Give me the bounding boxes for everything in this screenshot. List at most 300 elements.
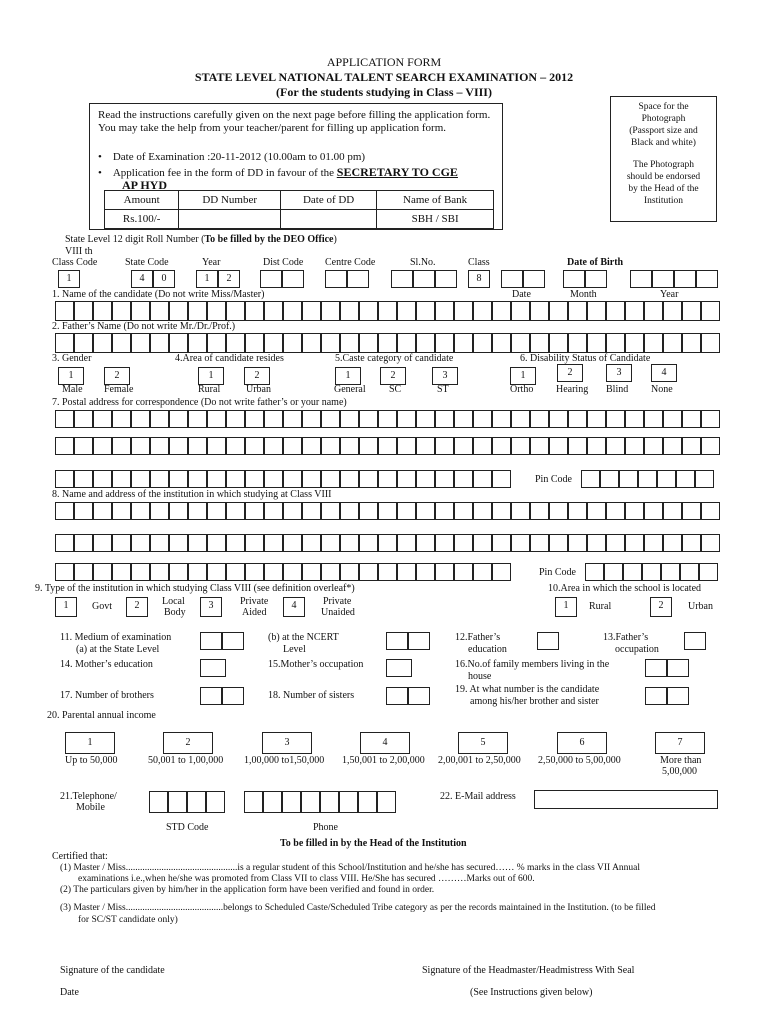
char-box[interactable] [74,534,93,552]
pin-code-boxes[interactable] [581,470,714,488]
char-box[interactable] [581,470,600,488]
char-box[interactable] [206,791,225,813]
income-option-box[interactable]: 5 [458,732,508,754]
char-box[interactable] [359,502,378,520]
char-box[interactable] [207,437,226,455]
char-box[interactable] [676,470,695,488]
char-box[interactable] [169,502,188,520]
char-box[interactable] [397,534,416,552]
char-box[interactable] [606,301,625,321]
char-box[interactable] [549,410,568,428]
q14-box[interactable] [200,659,226,677]
char-box[interactable] [416,470,435,488]
char-box[interactable] [492,301,511,321]
char-box[interactable] [169,470,188,488]
option-box[interactable]: 2 [244,367,270,385]
income-option-box[interactable]: 1 [65,732,115,754]
char-box[interactable] [150,437,169,455]
option-box[interactable]: 1 [58,367,84,385]
char-box[interactable] [244,791,263,813]
q9-option-box[interactable]: 1 [55,597,77,617]
char-box[interactable] [435,410,454,428]
q18-box[interactable] [408,687,430,705]
q15-box[interactable] [386,659,412,677]
option-box[interactable]: 3 [432,367,458,385]
char-box[interactable] [302,502,321,520]
char-box[interactable] [207,534,226,552]
char-box[interactable] [188,333,207,353]
char-box[interactable] [93,470,112,488]
char-box[interactable] [339,791,358,813]
char-box[interactable] [606,333,625,353]
char-box[interactable] [530,437,549,455]
char-box[interactable] [701,301,720,321]
char-box[interactable] [416,301,435,321]
char-box[interactable] [606,534,625,552]
char-box[interactable] [549,534,568,552]
char-box[interactable] [416,410,435,428]
char-box[interactable] [74,470,93,488]
char-box[interactable] [397,563,416,581]
char-box[interactable] [188,470,207,488]
option-box[interactable]: 2 [104,367,130,385]
char-box[interactable] [701,410,720,428]
char-box[interactable] [283,470,302,488]
char-box[interactable] [600,470,619,488]
roll-state-box[interactable]: 4 [131,270,153,288]
roll-slno-box[interactable] [413,270,435,288]
char-box[interactable] [207,301,226,321]
char-box[interactable] [699,563,718,581]
char-box[interactable] [359,333,378,353]
roll-slno-box[interactable] [435,270,457,288]
char-box[interactable] [340,410,359,428]
char-box[interactable] [511,301,530,321]
char-box[interactable] [397,410,416,428]
char-box[interactable] [657,470,676,488]
char-box[interactable] [150,410,169,428]
q9-option-box[interactable]: 4 [283,597,305,617]
char-box[interactable] [604,563,623,581]
char-box[interactable] [131,563,150,581]
char-box[interactable] [55,534,74,552]
char-box[interactable] [568,437,587,455]
char-box[interactable] [74,333,93,353]
fee-dd-date[interactable] [280,210,376,229]
char-box[interactable] [93,410,112,428]
char-box[interactable] [264,502,283,520]
char-box[interactable] [168,791,187,813]
char-box[interactable] [695,470,714,488]
char-box[interactable] [245,437,264,455]
char-box[interactable] [207,333,226,353]
char-box[interactable] [530,333,549,353]
q10-option-box[interactable]: 2 [650,597,672,617]
char-box[interactable] [112,437,131,455]
char-box[interactable] [226,301,245,321]
char-box[interactable] [454,410,473,428]
char-box[interactable] [131,333,150,353]
char-box[interactable] [473,470,492,488]
char-box[interactable] [207,410,226,428]
option-box[interactable]: 3 [606,364,632,382]
char-box[interactable] [321,563,340,581]
roll-year-box[interactable]: 2 [218,270,240,288]
char-box[interactable] [682,333,701,353]
char-box[interactable] [112,410,131,428]
char-box[interactable] [188,502,207,520]
char-box[interactable] [359,470,378,488]
char-box[interactable] [74,437,93,455]
char-box[interactable] [321,534,340,552]
char-box[interactable] [302,563,321,581]
char-box[interactable] [264,333,283,353]
char-box[interactable] [283,563,302,581]
char-box[interactable] [131,437,150,455]
char-box[interactable] [435,502,454,520]
char-box[interactable] [359,534,378,552]
roll-centre-box[interactable] [325,270,347,288]
char-box[interactable] [623,563,642,581]
char-box[interactable] [530,301,549,321]
char-box[interactable] [74,502,93,520]
q16-box[interactable] [645,659,667,677]
roll-class-box[interactable]: 1 [58,270,80,288]
char-box[interactable] [359,301,378,321]
char-box[interactable] [435,301,454,321]
char-box[interactable] [283,410,302,428]
option-box[interactable]: 2 [380,367,406,385]
char-box[interactable] [701,333,720,353]
char-box[interactable] [492,410,511,428]
char-box[interactable] [435,470,454,488]
char-box[interactable] [473,333,492,353]
char-box[interactable] [93,563,112,581]
char-box[interactable] [264,563,283,581]
roll-dist-box[interactable] [260,270,282,288]
char-box[interactable] [55,301,74,321]
char-box[interactable] [435,563,454,581]
char-box[interactable] [587,534,606,552]
char-box[interactable] [226,534,245,552]
char-box[interactable] [340,534,359,552]
char-box[interactable] [283,333,302,353]
q18-box[interactable] [386,687,408,705]
char-box[interactable] [283,502,302,520]
char-box[interactable] [587,502,606,520]
roll-dist-box[interactable] [282,270,304,288]
char-box[interactable] [93,333,112,353]
char-box[interactable] [321,333,340,353]
char-box[interactable] [377,791,396,813]
address-boxes[interactable] [55,410,720,428]
char-box[interactable] [321,301,340,321]
char-box[interactable] [169,437,188,455]
char-box[interactable] [473,437,492,455]
char-box[interactable] [587,333,606,353]
char-box[interactable] [112,470,131,488]
char-box[interactable] [682,410,701,428]
option-box[interactable]: 1 [335,367,361,385]
char-box[interactable] [112,301,131,321]
char-box[interactable] [397,437,416,455]
char-box[interactable] [245,410,264,428]
char-box[interactable] [245,470,264,488]
char-box[interactable] [397,470,416,488]
char-box[interactable] [245,563,264,581]
char-box[interactable] [492,333,511,353]
char-box[interactable] [169,410,188,428]
char-box[interactable] [226,437,245,455]
char-box[interactable] [511,437,530,455]
char-box[interactable] [226,333,245,353]
char-box[interactable] [435,333,454,353]
income-option-box[interactable]: 3 [262,732,312,754]
char-box[interactable] [150,502,169,520]
char-box[interactable] [264,301,283,321]
char-box[interactable] [682,534,701,552]
char-box[interactable] [321,410,340,428]
dob-date-box[interactable] [501,270,523,288]
q19-box[interactable] [645,687,667,705]
q12-box[interactable] [537,632,559,650]
dob-year-box[interactable] [630,270,652,288]
q17-box[interactable] [222,687,244,705]
char-box[interactable] [701,534,720,552]
char-box[interactable] [263,791,282,813]
char-box[interactable] [321,470,340,488]
char-box[interactable] [416,333,435,353]
char-box[interactable] [245,301,264,321]
char-box[interactable] [378,470,397,488]
char-box[interactable] [149,791,168,813]
char-box[interactable] [511,534,530,552]
char-box[interactable] [359,437,378,455]
char-box[interactable] [625,534,644,552]
char-box[interactable] [283,534,302,552]
char-box[interactable] [568,301,587,321]
char-box[interactable] [302,470,321,488]
char-box[interactable] [187,791,206,813]
institution-boxes[interactable] [55,563,511,581]
char-box[interactable] [619,470,638,488]
char-box[interactable] [568,534,587,552]
char-box[interactable] [226,563,245,581]
q10-option-box[interactable]: 1 [555,597,577,617]
char-box[interactable] [55,410,74,428]
roll-year-box[interactable]: 1 [196,270,218,288]
q16-box[interactable] [667,659,689,677]
income-option-box[interactable]: 2 [163,732,213,754]
char-box[interactable] [642,563,661,581]
char-box[interactable] [340,301,359,321]
char-box[interactable] [74,410,93,428]
char-box[interactable] [568,333,587,353]
char-box[interactable] [150,534,169,552]
char-box[interactable] [663,333,682,353]
char-box[interactable] [511,410,530,428]
char-box[interactable] [188,437,207,455]
char-box[interactable] [587,301,606,321]
char-box[interactable] [245,534,264,552]
char-box[interactable] [226,502,245,520]
char-box[interactable] [188,410,207,428]
photo-box[interactable] [610,96,717,222]
char-box[interactable] [226,470,245,488]
char-box[interactable] [245,502,264,520]
char-box[interactable] [606,502,625,520]
char-box[interactable] [625,502,644,520]
char-box[interactable] [397,333,416,353]
char-box[interactable] [473,534,492,552]
char-box[interactable] [492,502,511,520]
char-box[interactable] [416,502,435,520]
char-box[interactable] [131,470,150,488]
char-box[interactable] [188,563,207,581]
q11a-box[interactable] [200,632,222,650]
char-box[interactable] [188,301,207,321]
candidate-name-boxes[interactable] [55,301,720,321]
phone-boxes[interactable] [244,791,396,813]
pin-code-boxes[interactable] [585,563,718,581]
char-box[interactable] [549,502,568,520]
char-box[interactable] [188,534,207,552]
char-box[interactable] [663,410,682,428]
char-box[interactable] [340,563,359,581]
char-box[interactable] [473,410,492,428]
char-box[interactable] [511,333,530,353]
char-box[interactable] [359,410,378,428]
char-box[interactable] [663,534,682,552]
char-box[interactable] [492,563,511,581]
char-box[interactable] [585,563,604,581]
char-box[interactable] [112,534,131,552]
char-box[interactable] [587,410,606,428]
char-box[interactable] [644,333,663,353]
char-box[interactable] [435,437,454,455]
income-option-box[interactable]: 7 [655,732,705,754]
q11b-box[interactable] [386,632,408,650]
char-box[interactable] [112,333,131,353]
char-box[interactable] [454,437,473,455]
income-option-box[interactable]: 4 [360,732,410,754]
char-box[interactable] [74,301,93,321]
char-box[interactable] [321,437,340,455]
char-box[interactable] [644,502,663,520]
dob-year-box[interactable] [696,270,718,288]
char-box[interactable] [397,301,416,321]
char-box[interactable] [169,301,188,321]
char-box[interactable] [682,437,701,455]
address-boxes[interactable] [55,470,511,488]
char-box[interactable] [454,534,473,552]
char-box[interactable] [226,410,245,428]
char-box[interactable] [55,502,74,520]
address-boxes[interactable] [55,437,720,455]
q11b-box[interactable] [408,632,430,650]
char-box[interactable] [549,333,568,353]
roll-centre-box[interactable] [347,270,369,288]
char-box[interactable] [416,534,435,552]
char-box[interactable] [625,333,644,353]
char-box[interactable] [378,502,397,520]
char-box[interactable] [416,563,435,581]
char-box[interactable] [378,333,397,353]
char-box[interactable] [245,333,264,353]
char-box[interactable] [150,470,169,488]
char-box[interactable] [530,502,549,520]
q9-option-box[interactable]: 3 [200,597,222,617]
char-box[interactable] [378,410,397,428]
char-box[interactable] [131,301,150,321]
char-box[interactable] [473,301,492,321]
char-box[interactable] [340,333,359,353]
q19-box[interactable] [667,687,689,705]
char-box[interactable] [644,301,663,321]
dob-month-box[interactable] [585,270,607,288]
char-box[interactable] [302,333,321,353]
char-box[interactable] [644,437,663,455]
char-box[interactable] [378,301,397,321]
char-box[interactable] [207,470,226,488]
char-box[interactable] [397,502,416,520]
email-field[interactable] [534,790,718,809]
char-box[interactable] [644,410,663,428]
char-box[interactable] [454,502,473,520]
char-box[interactable] [663,502,682,520]
char-box[interactable] [283,301,302,321]
q13-box[interactable] [684,632,706,650]
char-box[interactable] [416,437,435,455]
char-box[interactable] [530,534,549,552]
char-box[interactable] [682,502,701,520]
char-box[interactable] [549,301,568,321]
char-box[interactable] [680,563,699,581]
char-box[interactable] [150,301,169,321]
q11a-box[interactable] [222,632,244,650]
char-box[interactable] [264,534,283,552]
char-box[interactable] [511,502,530,520]
char-box[interactable] [492,437,511,455]
char-box[interactable] [378,437,397,455]
char-box[interactable] [93,534,112,552]
char-box[interactable] [682,301,701,321]
char-box[interactable] [301,791,320,813]
char-box[interactable] [492,534,511,552]
father-name-boxes[interactable] [55,333,720,353]
char-box[interactable] [701,502,720,520]
char-box[interactable] [473,563,492,581]
char-box[interactable] [93,301,112,321]
char-box[interactable] [131,410,150,428]
char-box[interactable] [625,301,644,321]
char-box[interactable] [435,534,454,552]
char-box[interactable] [320,791,339,813]
char-box[interactable] [150,563,169,581]
char-box[interactable] [55,437,74,455]
char-box[interactable] [606,410,625,428]
char-box[interactable] [473,502,492,520]
char-box[interactable] [302,534,321,552]
income-option-box[interactable]: 6 [557,732,607,754]
char-box[interactable] [150,333,169,353]
fee-dd-number[interactable] [179,210,281,229]
char-box[interactable] [568,502,587,520]
char-box[interactable] [568,410,587,428]
char-box[interactable] [587,437,606,455]
char-box[interactable] [207,563,226,581]
char-box[interactable] [131,534,150,552]
